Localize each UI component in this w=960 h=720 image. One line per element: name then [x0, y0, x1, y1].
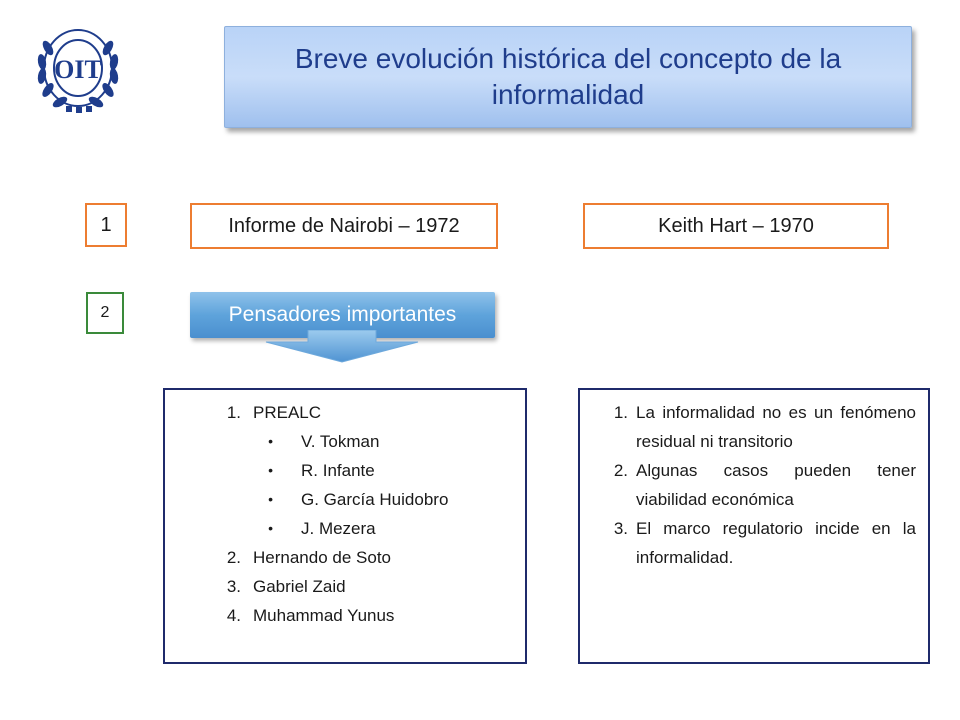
nairobi-report-label: Informe de Nairobi – 1972: [228, 214, 460, 237]
sub-list-item-label: J. Mezera: [301, 519, 376, 538]
list-item-text: El marco regulatorio incide en la informalidad.: [636, 519, 916, 567]
list-item-number: 2.: [226, 548, 241, 567]
ilo-oit-logo: [30, 18, 126, 114]
list-item-number: 1.: [613, 403, 628, 422]
findings-list-panel: [578, 388, 930, 664]
step-marker-1: [85, 203, 127, 247]
sub-list-item-label: G. García Huidobro: [301, 490, 449, 509]
list-item-text: La informalidad no es un fenómeno residual ni transitorio: [636, 403, 916, 451]
sub-list-item: [165, 456, 525, 485]
bullet-icon: •: [268, 433, 273, 449]
list-item-number: 3.: [613, 519, 628, 538]
list-item-label: Gabriel Zaid: [253, 577, 346, 596]
svg-text:OIT: OIT: [54, 55, 102, 84]
list-item: [580, 456, 916, 514]
keith-hart-label: Keith Hart – 1970: [658, 214, 814, 237]
important-thinkers-label: Pensadores importantes: [228, 303, 457, 326]
sub-list-item-label: V. Tokman: [301, 432, 380, 451]
list-item-number: 4.: [226, 606, 241, 625]
list-item: [165, 543, 525, 572]
step-marker-1-label: 1: [100, 213, 112, 236]
page-title: Breve evolución histórica del concepto de la informalidad: [294, 43, 842, 110]
list-item-label: Muhammad Yunus: [253, 606, 395, 625]
list-item: [580, 514, 916, 572]
bullet-icon: •: [268, 520, 273, 536]
list-item-label: Hernando de Soto: [253, 548, 391, 567]
list-item: [165, 398, 525, 427]
keith-hart-box: [583, 203, 889, 249]
step-marker-2: [86, 292, 124, 334]
bullet-icon: •: [268, 462, 273, 478]
list-item-number: 2.: [613, 461, 628, 480]
bullet-icon: •: [268, 491, 273, 507]
list-item: [165, 572, 525, 601]
list-item-number: 1.: [226, 403, 241, 422]
sub-list-item: [165, 514, 525, 543]
list-item-label: PREALC: [253, 403, 322, 422]
nairobi-report-box: [190, 203, 498, 249]
sub-list-item: [165, 427, 525, 456]
list-item-text: Algunas casos pueden tener viabilidad económica: [636, 461, 916, 509]
list-item: [165, 601, 525, 630]
thinkers-list-panel: [163, 388, 527, 664]
step-marker-2-label: 2: [100, 304, 110, 321]
title-banner: [224, 26, 912, 128]
sub-list-item: [165, 485, 525, 514]
list-item: [580, 398, 916, 456]
list-item-number: 3.: [226, 577, 241, 596]
down-arrow-icon: [262, 330, 422, 364]
sub-list-item-label: R. Infante: [301, 461, 375, 480]
